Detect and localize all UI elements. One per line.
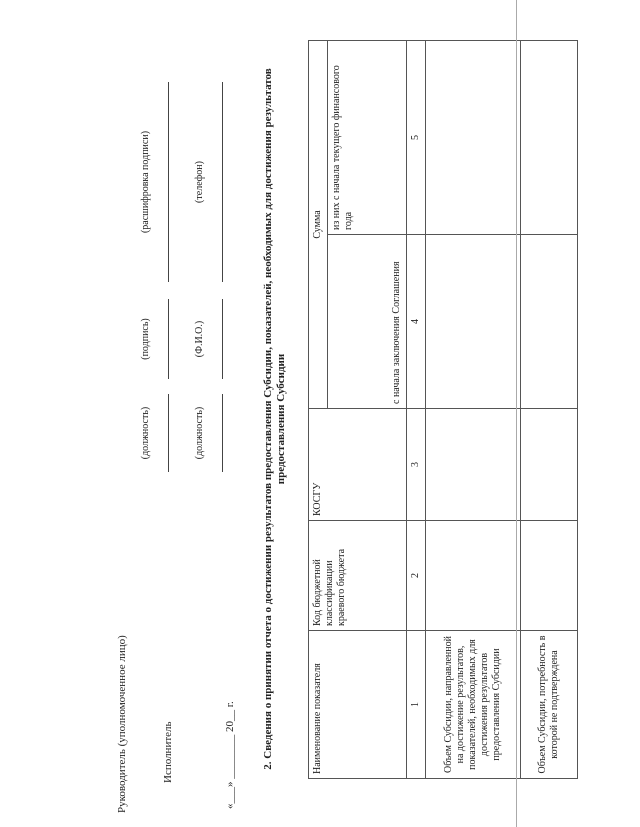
position-line-1 [168,394,169,472]
numbers-row [407,40,426,778]
table-cell [521,409,578,521]
report-table [308,40,578,779]
table-row [426,40,521,778]
table-cell [521,40,578,234]
section-title: 2. Сведения о принятии отчета о достижении результатов предоставления Субсидии, показателей, необходимых для достижения результатов предоставления Субсидии [262,68,287,770]
col-number-4: 4 [407,235,426,409]
decoding-line [168,82,169,282]
table-cell [426,521,521,631]
header-since-year: из них с начала текущего финансового года [328,40,407,234]
full-name-caption: (Ф.И.О.) [194,320,205,358]
head-label: Руководитель (уполномоченное лицо) [116,635,128,813]
position-line-2 [222,394,223,472]
date-line: «___» ________ 20__ г. [224,701,236,809]
col-number-3: 3 [407,409,426,521]
col-number-5: 5 [407,40,426,234]
col-number-2: 2 [407,521,426,631]
row-name: Объем Субсидии, потребность в которой не подтверждена [521,631,578,779]
row-name: Объем Субсидии, направленной на достижение результатов, показателей, необходимых для достижения результатов предоставления Субсидии [426,631,521,779]
header-row-1 [309,40,328,778]
header-budget-code: Код бюджетной классификации краевого бюджета [309,521,407,631]
header-since-agreement: с начала заключения Соглашения [328,235,407,409]
table-cell [521,521,578,631]
table-row [521,40,578,778]
decoding-caption: (расшифровка подписи) [140,130,151,234]
table-cell [521,235,578,409]
scan-margin-line [516,0,517,827]
table-cell [426,235,521,409]
executor-label: Исполнитель [162,721,174,783]
header-kosgu: КОСГУ [309,409,407,521]
full-name-line [222,299,223,379]
col-number-1: 1 [407,631,426,779]
phone-line [222,82,223,282]
position-caption-2: (должность) [194,406,205,460]
phone-caption: (телефон) [194,161,205,203]
position-caption-1: (должность) [140,406,151,460]
signature-caption: (подпись) [140,318,151,360]
table-cell [426,409,521,521]
table-cell [426,40,521,234]
header-indicator: Наименование показателя [309,631,407,779]
header-sum: Сумма [309,40,328,408]
signature-line [168,299,169,379]
